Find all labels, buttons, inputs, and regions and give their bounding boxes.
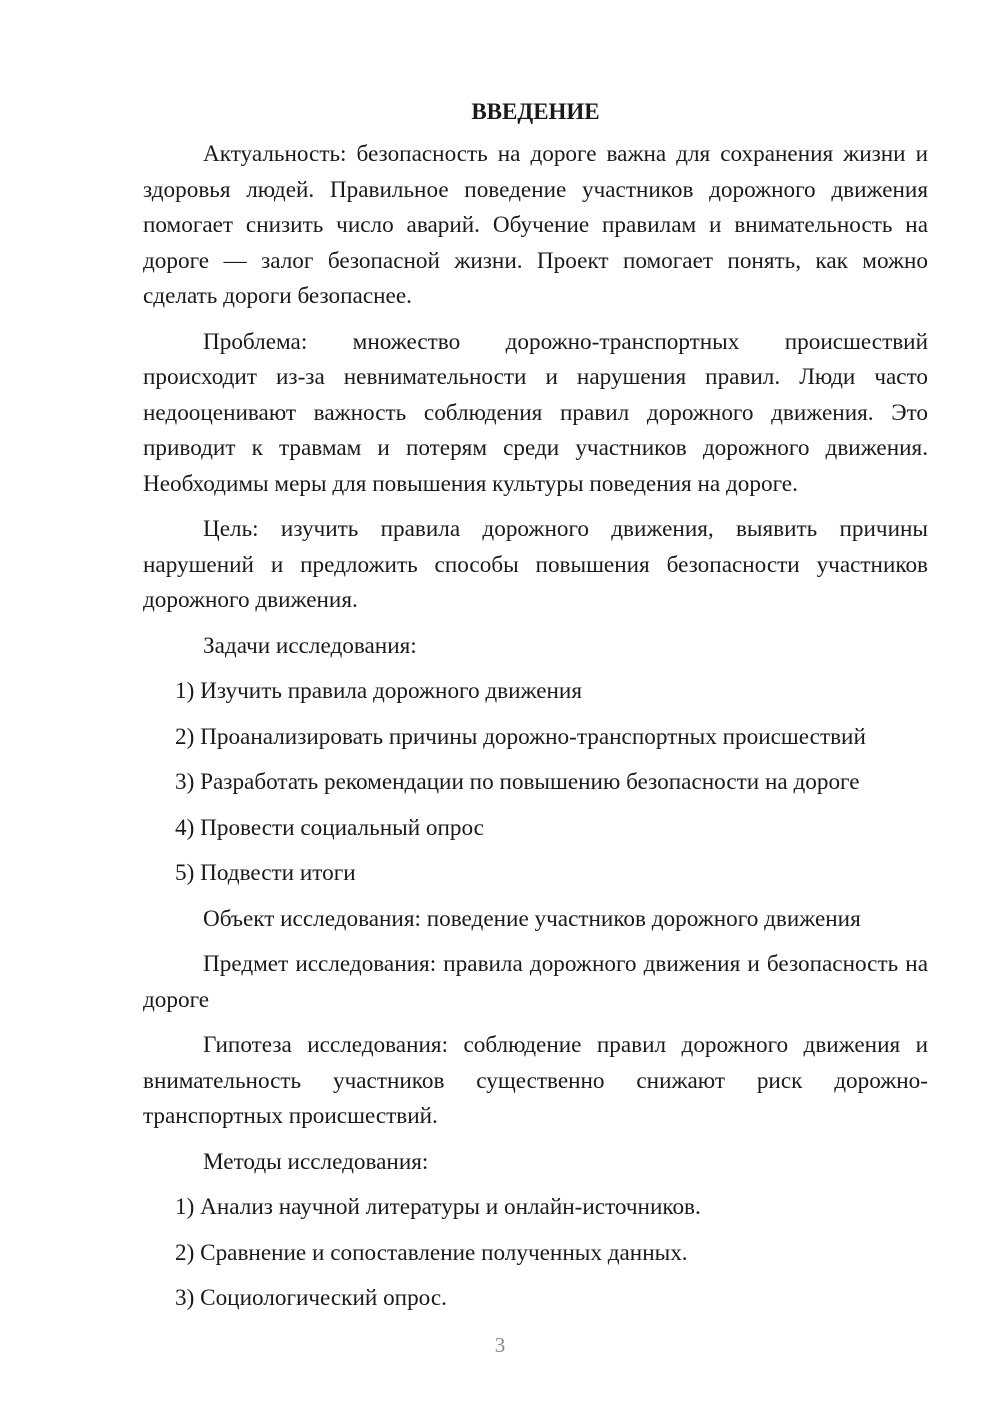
problem-paragraph: Проблема: множество дорожно-транспортных происшествий происходит из-за невнимательности и нарушения правил. Люди часто недооценивают важность соблюдения правил дорожного движения. Это приводит к травмам и потерям среди участников дорожного движения. Необходимы меры для повышения культуры поведения на дороге. xyxy=(143,328,928,497)
tasks-heading: Задачи исследования: xyxy=(203,632,417,659)
method-item-3: 3) Социологический опрос. xyxy=(175,1285,447,1311)
section-title: ВВЕДЕНИЕ xyxy=(471,99,600,124)
relevance-paragraph: Актуальность: безопасность на дороге важна для сохранения жизни и здоровья людей. Правильное поведение участников дорожного движения помогает снизить число аварий. Обучение правилам и внимательность на дороге — залог безопасной жизни. Проект помогает понять, как можно сделать дороги безопаснее. xyxy=(143,141,928,309)
subject-paragraph: Предмет исследования: правила дорожного движения и безопасность на дороге xyxy=(143,951,928,1013)
document-page xyxy=(143,94,928,1327)
task-item-5: 5) Подвести итоги xyxy=(175,860,356,886)
method-item-2: 2) Сравнение и сопоставление полученных данных. xyxy=(175,1239,688,1266)
goal-paragraph: Цель: изучить правила дорожного движения, выявить причины нарушений и предложить способы повышения безопасности участников дорожного движения. xyxy=(143,516,928,613)
page-number: 3 xyxy=(494,1333,506,1357)
task-item-4: 4) Провести социальный опрос xyxy=(175,814,484,841)
task-item-1: 1) Изучить правила дорожного движения xyxy=(175,678,583,704)
hypothesis-paragraph: Гипотеза исследования: соблюдение правил дорожного движения и внимательность участников существенно снижают риск дорожно-транспортных происшествий. xyxy=(143,1032,928,1129)
methods-heading: Методы исследования: xyxy=(203,1148,429,1175)
task-item-3: 3) Разработать рекомендации по повышению безопасности на дороге xyxy=(175,769,860,795)
method-item-1: 1) Анализ научной литературы и онлайн-источников. xyxy=(175,1194,701,1220)
task-item-2: 2) Проанализировать причины дорожно-транспортных происшествий xyxy=(175,723,866,750)
object-statement: Объект исследования: поведение участников дорожного движения xyxy=(203,905,861,932)
